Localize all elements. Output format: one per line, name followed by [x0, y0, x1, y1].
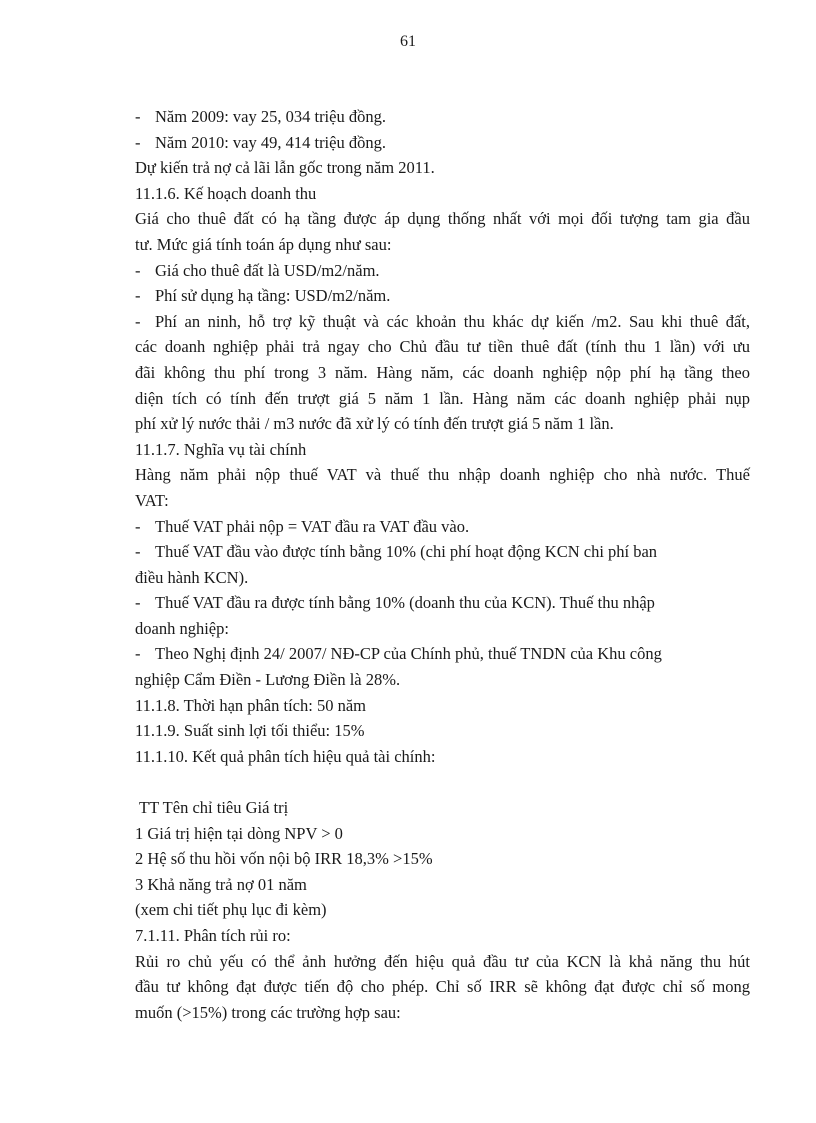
bullet-marker: -: [135, 542, 141, 562]
paragraph-line: Giá cho thuê đất có hạ tầng được áp dụng thống nhất với mọi đối tượng tam gia đầu: [135, 209, 750, 229]
table-header: TT Tên chỉ tiêu Giá trị: [139, 798, 289, 818]
line-text: Thuế VAT phải nộp = VAT đầu ra VAT đầu vào.: [155, 516, 470, 536]
list-item: [135, 514, 750, 540]
line-text: Giá cho thuê đất là USD/m2/năm.: [155, 260, 380, 280]
section-heading-11-1-9: 11.1.9. Suất sinh lợi tối thiểu: 15%: [135, 721, 365, 741]
list-item: [135, 539, 750, 565]
bullet-marker: -: [135, 107, 141, 126]
list-item: [135, 590, 750, 616]
page-number: 61: [400, 33, 416, 50]
bullet-marker: -: [135, 644, 141, 664]
paragraph-line: các doanh nghiệp phải trả ngay cho Chủ đầu tư tiền thuê đất (tính thu 1 lần) với ưu: [135, 337, 750, 357]
section-heading-7-1-11: 7.1.11. Phân tích rủi ro:: [135, 926, 291, 945]
section-heading-11-1-10: 11.1.10. Kết quả phân tích hiệu quả tài chính:: [135, 746, 436, 766]
section-heading-11-1-6: 11.1.6. Kế hoạch doanh thu: [135, 183, 317, 203]
bullet-marker: -: [135, 516, 141, 536]
paragraph-line: tư. Mức giá tính toán áp dụng như sau:: [135, 234, 392, 254]
paragraph-line: doanh nghiệp:: [135, 618, 229, 638]
list-item: [135, 283, 750, 309]
bullet-marker: -: [135, 311, 141, 331]
paragraph-line: đãi không thu phí trong 3 năm. Hàng năm, các doanh nghiệp nộp phí hạ tầng theo: [135, 362, 750, 382]
bullet-marker: -: [135, 593, 141, 613]
line-text: Phí sử dụng hạ tầng: USD/m2/năm.: [155, 286, 391, 306]
paragraph-line: đầu tư không đạt được tiến độ cho phép. Chỉ số IRR sẽ không đạt được chỉ số mong: [135, 977, 750, 997]
paragraph-line: Rủi ro chủ yếu có thể ảnh hưởng đến hiệu quả đầu tư của KCN là khả năng thu hút: [135, 951, 750, 971]
document-body: [135, 104, 750, 1025]
paragraph-line: nghiệp Cẩm Điền - Lương Điền là 28%.: [135, 670, 401, 690]
paragraph-line: VAT:: [135, 490, 169, 510]
line-text: Thuế VAT đầu vào được tính bằng 10% (chi phí hoạt động KCN chi phí ban: [155, 542, 658, 562]
paragraph-line: (xem chi tiết phụ lục đi kèm): [135, 900, 327, 920]
line-text: Thuế VAT đầu ra được tính bằng 10% (doanh thu của KCN). Thuế thu nhập: [155, 593, 655, 613]
table-row: 1 Giá trị hiện tại dòng NPV > 0: [135, 823, 343, 843]
list-item: [135, 309, 750, 335]
bullet-marker: -: [135, 260, 141, 280]
list-item: [135, 641, 750, 667]
paragraph-line: muốn (>15%) trong các trường hợp sau:: [135, 1002, 401, 1022]
line-text: Phí an ninh, hỗ trợ kỹ thuật và các khoản thu khác dự kiến /m2. Sau khi thuê đất,: [155, 311, 750, 331]
list-item: [135, 104, 750, 130]
blank-line: [135, 769, 750, 795]
paragraph-line: phí xử lý nước thải / m3 nước đã xử lý có tính đến trượt giá 5 năm 1 lần.: [135, 414, 614, 434]
paragraph-line: diện tích có tính đến trượt giá 5 năm 1 lần. Hàng năm các doanh nghiệp phải nụp: [135, 388, 750, 408]
table-row: 3 Khả năng trả nợ 01 năm: [135, 874, 307, 894]
section-heading-11-1-7: 11.1.7. Nghĩa vụ tài chính: [135, 439, 307, 459]
bullet-marker: -: [135, 286, 141, 306]
line-text: Năm 2010: vay 49, 414 triệu đồng.: [155, 132, 386, 152]
paragraph-line: điều hành KCN).: [135, 567, 249, 587]
list-item: [135, 130, 750, 156]
paragraph-line: Hàng năm phải nộp thuế VAT và thuế thu nhập doanh nghiệp cho nhà nước. Thuế: [135, 465, 750, 485]
line-text: Năm 2009: vay 25, 034 triệu đồng.: [155, 107, 386, 126]
list-item: [135, 258, 750, 284]
paragraph-line: Dự kiến trả nợ cả lãi lẫn gốc trong năm 2011.: [135, 158, 435, 178]
section-heading-11-1-8: 11.1.8. Thời hạn phân tích: 50 năm: [135, 695, 366, 715]
table-row: 2 Hệ số thu hồi vốn nội bộ IRR 18,3% >15%: [135, 849, 433, 869]
line-text: Theo Nghị định 24/ 2007/ NĐ-CP của Chính phủ, thuế TNDN của Khu công: [155, 644, 662, 664]
bullet-marker: -: [135, 132, 141, 152]
